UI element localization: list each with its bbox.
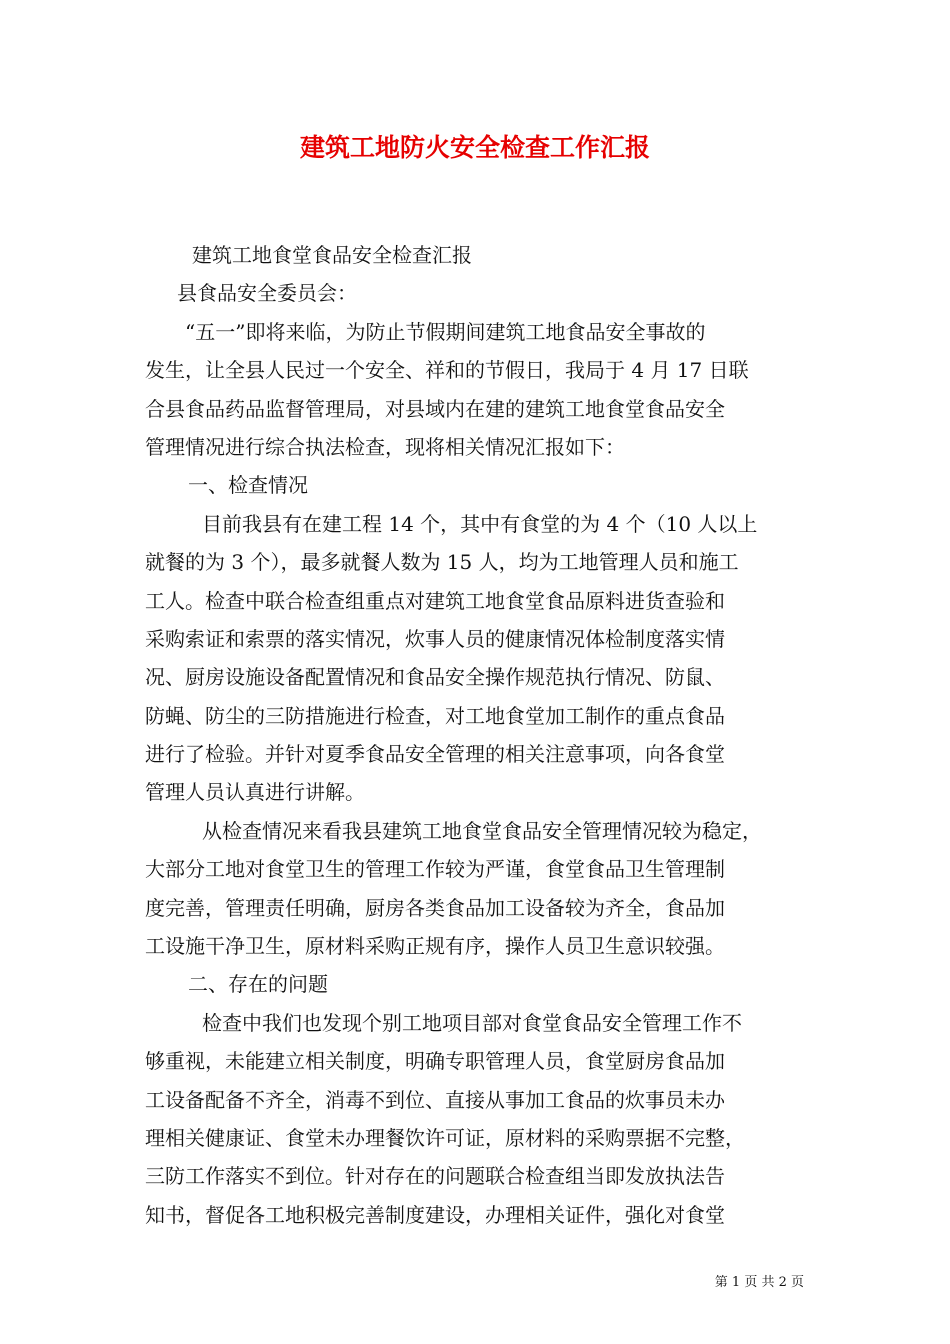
paragraph-line: 大部分工地对食堂卫生的管理工作较为严谨，食堂食品卫生管理制 — [145, 857, 725, 882]
paragraph-line: 合县食品药品监督管理局，对县域内在建的建筑工地食堂食品安全 — [145, 396, 725, 421]
section-heading-problems: 二、存在的问题 — [188, 972, 328, 997]
paragraph-line: 管理情况进行综合执法检查，现将相关情况汇报如下： — [145, 434, 625, 459]
subtitle-line: 建筑工地食堂食品安全检查汇报 — [192, 243, 472, 267]
paragraph-line: 工人。检查中联合检查组重点对建筑工地食堂食品原料进货查验和 — [145, 588, 725, 613]
paragraph-line: 采购索证和索票的落实情况，炊事人员的健康情况体检制度落实情 — [145, 626, 725, 651]
paragraph-line: 理相关健康证、食堂未办理餐饮许可证，原材料的采购票据不完整， — [145, 1125, 745, 1150]
section-heading-inspection: 一、检查情况 — [188, 473, 308, 498]
paragraph-line: 目前我县有在建工程 14 个，其中有食堂的为 4 个（10 人以上 — [202, 511, 758, 536]
paragraph-line: 从检查情况来看我县建筑工地食堂食品安全管理情况较为稳定， — [202, 818, 762, 843]
paragraph-line: 进行了检验。并针对夏季食品安全管理的相关注意事项，向各食堂 — [145, 742, 725, 767]
salutation-line: 县食品安全委员会： — [177, 281, 357, 306]
paragraph-line: 管理人员认真进行讲解。 — [145, 780, 365, 805]
paragraph-line: 三防工作落实不到位。针对存在的问题联合检查组当即发放执法告 — [145, 1164, 725, 1189]
paragraph-line: 就餐的为 3 个），最多就餐人数为 15 人，均为工地管理人员和施工 — [145, 550, 739, 575]
paragraph-line: 工设备配备不齐全，消毒不到位、直接从事加工食品的炊事员未办 — [145, 1087, 725, 1112]
paragraph-line: “五一”即将来临，为防止节假期间建筑工地食品安全事故的 — [185, 319, 706, 344]
paragraph-line: 度完善，管理责任明确，厨房各类食品加工设备较为齐全，食品加 — [145, 895, 725, 920]
document-body — [145, 236, 807, 1234]
page-number: 第 1 页 共 2 页 — [714, 1275, 804, 1290]
paragraph-line: 检查中我们也发现个别工地项目部对食堂食品安全管理工作不 — [202, 1010, 742, 1035]
document-title: 建筑工地防火安全检查工作汇报 — [299, 133, 650, 162]
paragraph-line: 工设施干净卫生，原材料采购正规有序，操作人员卫生意识较强。 — [145, 934, 725, 959]
paragraph-line: 防蝇、防尘的三防措施进行检查，对工地食堂加工制作的重点食品 — [145, 703, 725, 728]
paragraph-line: 够重视，未能建立相关制度，明确专职管理人员，食堂厨房食品加 — [145, 1049, 725, 1074]
paragraph-line: 发生，让全县人民过一个安全、祥和的节假日，我局于 4 月 17 日联 — [145, 358, 749, 383]
paragraph-line: 知书，督促各工地积极完善制度建设，办理相关证件，强化对食堂 — [145, 1202, 725, 1227]
paragraph-line: 况、厨房设施设备配置情况和食品安全操作规范执行情况、防鼠、 — [145, 665, 725, 690]
